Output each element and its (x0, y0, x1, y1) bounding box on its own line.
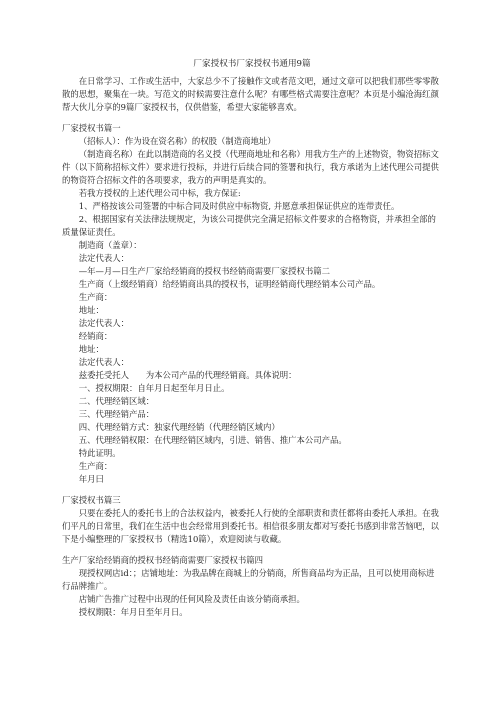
list-item: 1、严格按该公司签署的中标合同及时供应中标物资, 并愿意承担保证供应的连带责任。 (78, 201, 400, 211)
paragraph: （制造商名称）在此以制造商的名义授（代理商地址和名称）用我方生产的上述物资，物资招标文件（以下简称招标文件）要求进行投标，并进行后续合同的签署和执行，我方承诺为上述代理公司提供的物资符合招标文件的各项要求，我方的声明是真实的。 (62, 149, 439, 185)
section-heading: 生产厂家给经销商的授权书经销商需要厂家授权书篇四 (62, 555, 263, 565)
intro-paragraph: 在日常学习、工作或生活中，大家总少不了接触作文或者范文吧，通过文章可以把我们那些零零散散的思想，聚集在一块。写范文的时候需要注意什么呢？有哪些格式需要注意呢？本页是小编沧海红颜帮大伙儿分享的9篇厂家授权书，仅供借鉴，希望大家能够喜欢。 (62, 76, 439, 112)
list-item: 三、代理经销产品： (78, 409, 155, 419)
field-label: 生产商： (78, 292, 113, 302)
paragraph: 授权期限：年月日至年月日。 (78, 607, 188, 617)
paragraph: 只要在委托人的委托书上的合法权益内，被委托人行使的全部职责和责任都将由委托人承担。在我们平凡的日常里，我们在生活中也会经常用到委托书。相信很多朋友都对写委托书感到非常苦恼吧，以下是小编整理的厂家授权书（精选10篇），欢迎阅读与收藏。 (62, 508, 439, 544)
list-item: 四、代理经销方式：独家代理经销（代理经销区域内） (78, 422, 280, 432)
field-label: 法定代表人： (78, 318, 130, 328)
list-item: 2、根据国家有关法律法规规定，为该公司提供完全满足招标文件要求的合格物资，并承担全部的质量保证责任。 (62, 214, 436, 237)
date-line: 年月曰 (78, 474, 104, 484)
paragraph: 店铺广告推广过程中出现的任何风险及责任由该分销商承担。 (78, 594, 305, 604)
paragraph: 生产商（上级经销商）给经销商出具的授权书，证明经销商代理经销本公司产品。 (78, 279, 381, 289)
list-item: 一、授权期限：自年月日起至年月日止。 (78, 383, 230, 393)
list-item: 五、代理经销权限：在代理经销区域内，引进、销售、推广本公司产品。 (78, 435, 347, 445)
section-heading: 厂家授权书篇三 (62, 495, 121, 505)
paragraph: 特此证明。 (78, 448, 121, 458)
field-label: 地址： (78, 344, 104, 354)
section-heading: 厂家授权书篇一 (62, 123, 121, 133)
paragraph: （招标人）：作为设在资名称）的权股（制造商地址） (78, 136, 276, 146)
field-label: 地址： (78, 305, 104, 315)
paragraph: 制造商（盖章）： (78, 240, 142, 250)
paragraph: 法定代表人： (78, 253, 130, 263)
document-title: 厂家授权书厂家授权书通用9篇 (193, 59, 311, 69)
paragraph: 兹委托受托人 为本公司产品的代理经销商。具体说明： (78, 370, 297, 380)
paragraph: 现授权网店id：；店铺地址：为我品牌在商城上的分销商，所售商品均为正品，且可以使用商标进行品牌推广。 (62, 568, 435, 591)
field-label: 经销商： (78, 331, 113, 341)
list-item: 二、代理经销区域： (78, 396, 155, 406)
field-label: 生产商： (78, 461, 113, 471)
field-label: 法定代表人： (78, 357, 130, 367)
paragraph: —年—月—日生产厂家给经销商的授权书经销商需要厂家授权书篇二 (78, 266, 331, 276)
paragraph: 若我方授权的上述代理公司中标，我方保证: (78, 188, 241, 198)
